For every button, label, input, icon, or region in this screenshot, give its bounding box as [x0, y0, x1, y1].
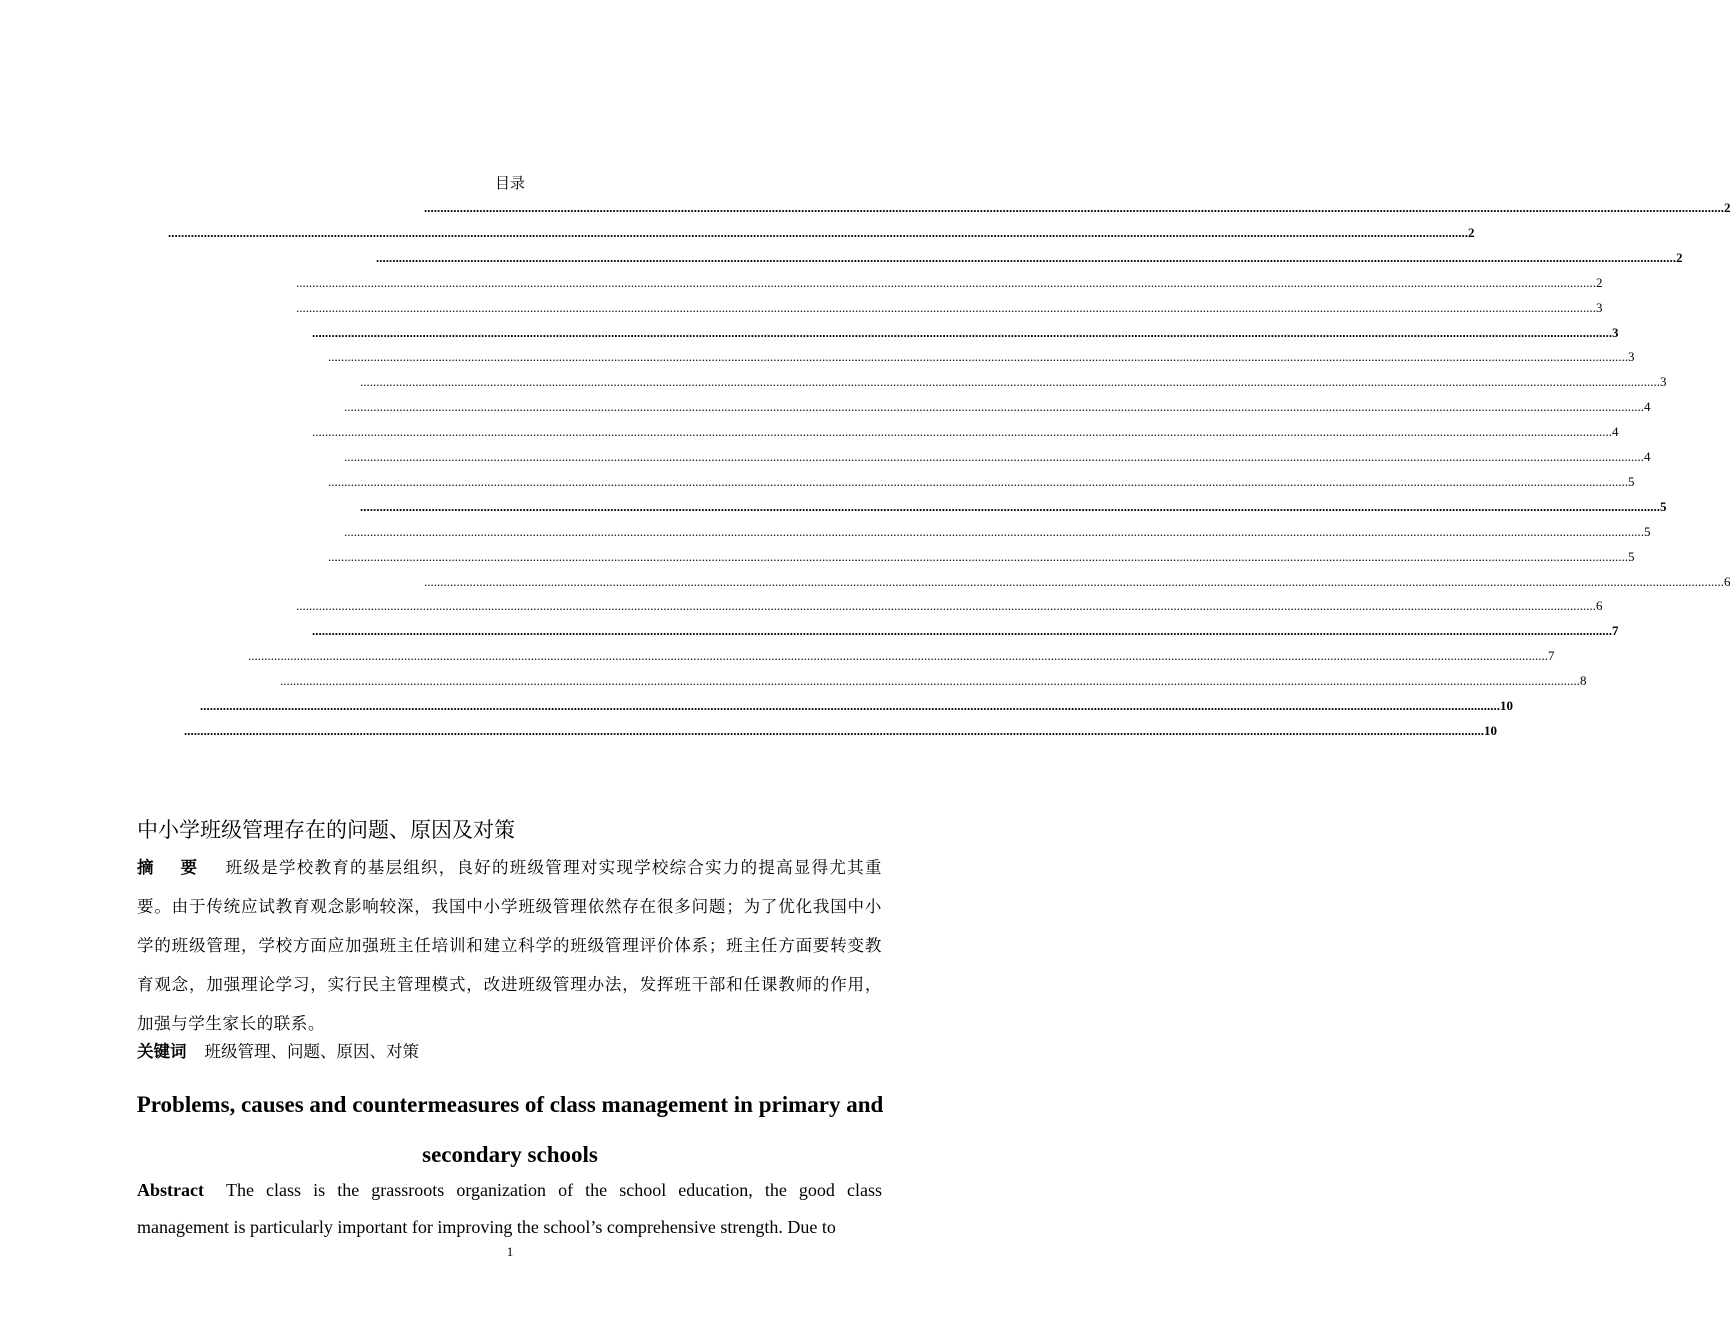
toc-page-number: 7	[1548, 648, 1555, 664]
toc-entry[interactable]	[312, 315, 1619, 340]
toc-entry[interactable]	[360, 489, 1667, 514]
toc-entry[interactable]	[344, 514, 1651, 539]
toc-leader-dots: ................................................................................................................................................................................................................................................................................................................................................................................................................	[328, 548, 1628, 564]
toc-page-number: 5	[1644, 523, 1651, 539]
toc-leader-dots: ................................................................................................................................................................................................................................................................................................................................................................................................................	[344, 449, 1644, 464]
toc-page-number: 2	[1724, 200, 1731, 215]
chinese-title: 中小学班级管理存在的问题、原因及对策	[137, 818, 515, 842]
toc-entry[interactable]	[328, 339, 1635, 365]
toc-entry[interactable]	[248, 638, 1555, 664]
toc-entry[interactable]	[344, 389, 1651, 415]
toc-entry[interactable]	[200, 688, 1513, 713]
toc-leader-dots: ................................................................................................................................................................................................................................................................................................................................................................................................................	[424, 573, 1724, 589]
toc-page-number: 10	[1500, 698, 1513, 713]
toc-page-number: 7	[1612, 623, 1619, 639]
toc-leader-dots: ................................................................................................................................................................................................................................................................................................................................................................................................................	[184, 722, 1484, 738]
toc-entry[interactable]	[312, 414, 1619, 440]
toc-leader-dots: ................................................................................................................................................................................................................................................................................................................................................................................................................	[296, 299, 1596, 315]
english-abstract	[137, 1172, 882, 1246]
toc-entry[interactable]	[424, 564, 1731, 589]
toc-leader-dots: ................................................................................................................................................................................................................................................................................................................................................................................................................	[328, 349, 1628, 365]
toc-entry[interactable]	[296, 265, 1603, 290]
toc-page-number: 2	[1676, 249, 1683, 265]
chinese-abstract-label: 摘 要	[137, 858, 208, 877]
toc-page-number: 5	[1628, 548, 1635, 564]
toc-leader-dots: ................................................................................................................................................................................................................................................................................................................................................................................................................	[312, 424, 1612, 440]
toc-entry[interactable]	[328, 464, 1635, 489]
toc-entry[interactable]	[328, 539, 1635, 564]
toc-leader-dots: ................................................................................................................................................................................................................................................................................................................................................................................................................	[360, 498, 1660, 514]
toc-leader-dots: ................................................................................................................................................................................................................................................................................................................................................................................................................	[424, 200, 1724, 215]
toc-page-number: 3	[1612, 324, 1619, 340]
toc-leader-dots: ................................................................................................................................................................................................................................................................................................................................................................................................................	[248, 648, 1548, 664]
toc-leader-dots: ................................................................................................................................................................................................................................................................................................................................................................................................................	[168, 224, 1468, 240]
toc-page-number: 6	[1724, 573, 1731, 589]
toc-leader-dots: ................................................................................................................................................................................................................................................................................................................................................................................................................	[312, 324, 1612, 340]
toc-page-number: 4	[1612, 424, 1619, 440]
toc-page-number: 3	[1660, 374, 1667, 390]
toc-leader-dots: ................................................................................................................................................................................................................................................................................................................................................................................................................	[280, 673, 1580, 689]
toc-leader-dots: ................................................................................................................................................................................................................................................................................................................................................................................................................	[376, 249, 1676, 265]
toc-page-number: 5	[1628, 473, 1635, 489]
toc-entry[interactable]	[184, 713, 1497, 738]
toc-page-number: 4	[1644, 399, 1651, 415]
toc-leader-dots: ................................................................................................................................................................................................................................................................................................................................................................................................................	[312, 623, 1612, 639]
chinese-abstract	[137, 848, 882, 1043]
toc-entry[interactable]	[376, 240, 1683, 265]
toc-entry[interactable]	[280, 663, 1587, 689]
toc-page-number: 10	[1484, 722, 1497, 738]
chinese-keywords	[137, 1038, 419, 1062]
english-abstract-label: Abstract	[137, 1180, 204, 1200]
chinese-keywords-text: 班级管理、问题、原因、对策	[204, 1042, 419, 1061]
chinese-keywords-label: 关键词	[137, 1042, 187, 1061]
toc-page-number: 2	[1468, 224, 1475, 240]
toc-page-number: 3	[1596, 299, 1603, 315]
toc-leader-dots: ................................................................................................................................................................................................................................................................................................................................................................................................................	[200, 698, 1500, 713]
english-abstract-text: The class is the grassroots organization of the school education, the good class management is particularly important for improving the school’s comprehensive strength. Due to	[137, 1180, 882, 1237]
toc-page-number: 5	[1660, 498, 1667, 514]
toc-page-number: 4	[1644, 449, 1651, 464]
page-number: 1	[506, 1244, 514, 1259]
toc-leader-dots: ................................................................................................................................................................................................................................................................................................................................................................................................................	[296, 598, 1596, 614]
toc-leader-dots: ................................................................................................................................................................................................................................................................................................................................................................................................................	[296, 274, 1596, 290]
toc-leader-dots: ................................................................................................................................................................................................................................................................................................................................................................................................................	[344, 523, 1644, 539]
toc-leader-dots: ................................................................................................................................................................................................................................................................................................................................................................................................................	[344, 399, 1644, 415]
toc-page-number: 6	[1596, 598, 1603, 614]
toc-page-number: 2	[1596, 274, 1603, 290]
toc-leader-dots: ................................................................................................................................................................................................................................................................................................................................................................................................................	[360, 374, 1660, 390]
toc-entry[interactable]	[424, 190, 1731, 215]
toc-page-number: 8	[1580, 673, 1587, 689]
toc-entry[interactable]	[296, 588, 1603, 614]
chinese-abstract-text: 班级是学校教育的基层组织，良好的班级管理对实现学校综合实力的提高显得尤其重要。由于传统应试教育观念影响较深，我国中小学班级管理依然存在很多问题；为了优化我国中小学的班级管理，学校方面应加强班主任培训和建立科学的班级管理评价体系；班主任方面要转变教育观念，加强理论学习，实行民主管理模式，改进班级管理办法，发挥班干部和任课教师的作用，加强与学生家长的联系。	[137, 858, 883, 1033]
toc-entry[interactable]	[344, 439, 1651, 464]
toc-title: 目录	[494, 174, 525, 192]
toc-entry[interactable]	[360, 364, 1667, 390]
toc-leader-dots: ................................................................................................................................................................................................................................................................................................................................................................................................................	[328, 473, 1628, 489]
toc-entry[interactable]	[312, 613, 1619, 639]
english-title: Problems, causes and countermeasures of class management in primary and secondary schools	[136, 1092, 884, 1167]
toc-page-number: 3	[1628, 349, 1635, 365]
toc-entry[interactable]	[168, 215, 1475, 240]
toc-entry[interactable]	[296, 290, 1603, 315]
